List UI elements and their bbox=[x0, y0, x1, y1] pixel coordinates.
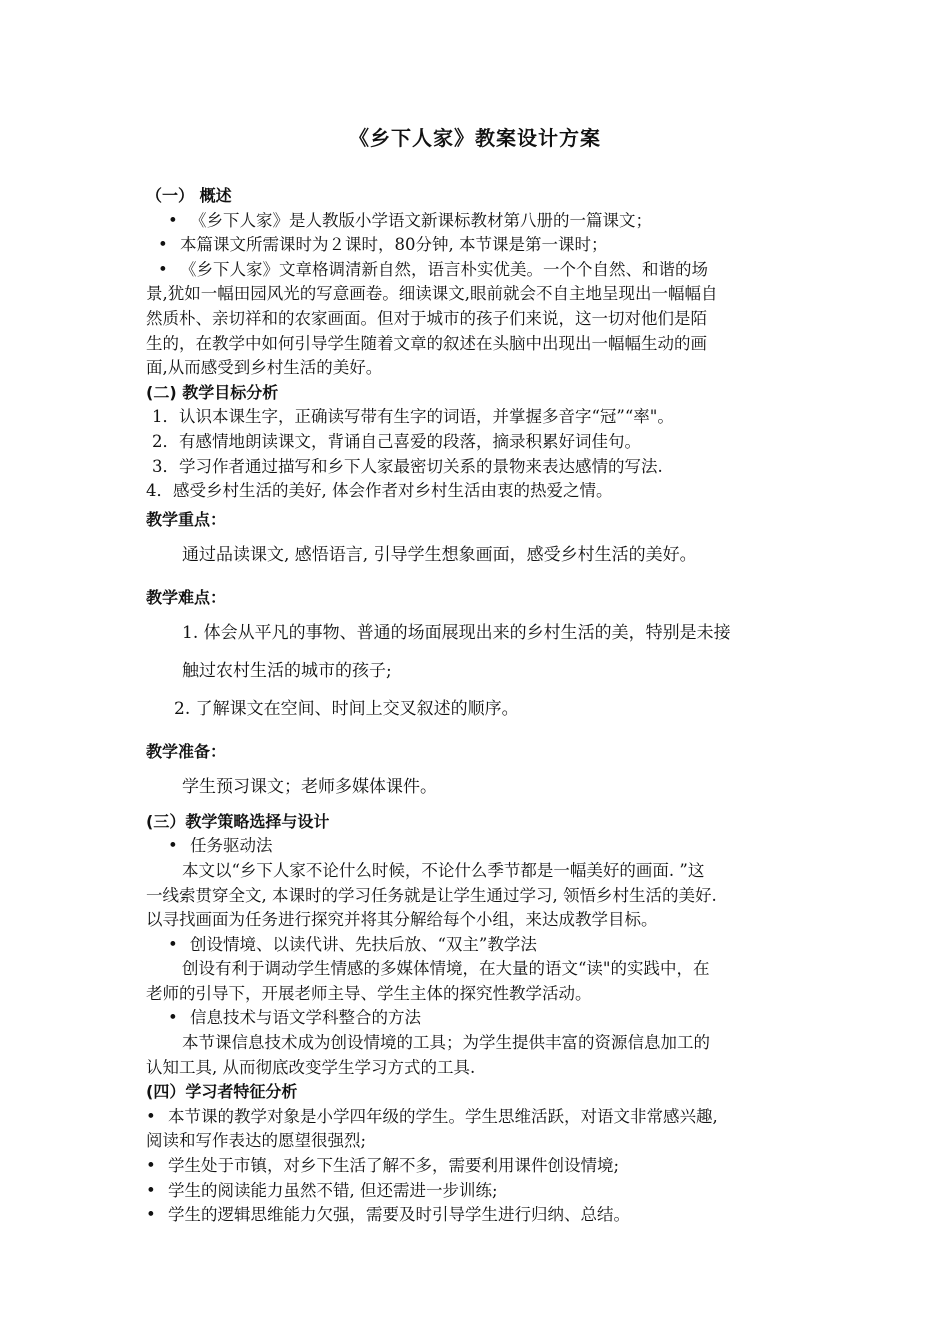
paragraph-line: 阅读和写作表达的愿望很强烈; bbox=[146, 1131, 367, 1151]
difficult-point-1: 1. 体会从平凡的事物、普通的场面展现出来的乡村生活的美，特别是未接 bbox=[182, 622, 731, 643]
paragraph-line: 一线索贯穿全文, 本课时的学习任务就是让学生通过学习, 领悟乡村生活的美好. bbox=[146, 885, 717, 905]
list-item: • 学生的阅读能力虽然不错, 但还需进一步训练; bbox=[146, 1179, 816, 1204]
key-points-text: 通过品读课文, 感悟语言, 引导学生想象画面，感受乡村生活的美好。 bbox=[182, 544, 697, 565]
paragraph-line: 以寻找画面为任务进行探究并将其分解给每个小组，来达成教学目标。 bbox=[146, 910, 658, 930]
difficult-point-1-cont: 触过农村生活的城市的孩子; bbox=[182, 660, 392, 681]
bullet-icon: • bbox=[146, 1156, 156, 1176]
section-heading-objectives: (二) 教学目标分析 bbox=[146, 382, 279, 402]
bullet-icon: • bbox=[168, 934, 178, 954]
paragraph-line: 生的，在教学中如何引导学生随着文章的叙述在头脑中出现出一幅幅生动的画 bbox=[146, 333, 707, 353]
bullet-icon: • bbox=[146, 1180, 156, 1200]
list-item: 4．感受乡村生活的美好, 体会作者对乡村生活由衷的热爱之情。 bbox=[146, 481, 613, 501]
list-item: • 学生的逻辑思维能力欠强，需要及时引导学生进行归纳、总结。 bbox=[146, 1203, 816, 1228]
bullet-icon: • bbox=[168, 836, 178, 856]
list-item: 1．认识本课生字，正确读写带有生字的词语，并掌握多音字“冠”“率"。 bbox=[152, 407, 674, 427]
paragraph-line: 认知工具, 从而彻底改变学生学习方式的工具. bbox=[146, 1057, 476, 1077]
list-item: • 《乡下人家》是人教版小学语文新课标教材第八册的一篇课文； bbox=[146, 209, 816, 234]
list-item: 2．有感情地朗读课文，背诵自己喜爱的段落，摘录积累好词佳句。 bbox=[152, 431, 641, 451]
document-body bbox=[146, 184, 816, 1228]
bullet-icon: • bbox=[168, 210, 178, 230]
bullet-icon: • bbox=[158, 259, 168, 279]
key-points-label: 教学重点： bbox=[146, 509, 227, 529]
bullet-icon: • bbox=[146, 1106, 156, 1126]
document-title: 《乡下人家》教案设计方案 bbox=[349, 126, 601, 150]
list-item: • 学生处于市镇，对乡下生活了解不多，需要利用课件创设情境; bbox=[146, 1154, 816, 1179]
paragraph-line: 老师的引导下，开展老师主导、学生主体的探究性教学活动。 bbox=[146, 983, 592, 1003]
list-item: • 信息技术与语文学科整合的方法 bbox=[146, 1006, 816, 1031]
paragraph-line: 面,从而感受到乡村生活的美好。 bbox=[146, 358, 383, 378]
paragraph-line: 本节课信息技术成为创设情境的工具；为学生提供丰富的资源信息加工的 bbox=[182, 1033, 710, 1053]
paragraph-line: 创设有利于调动学生情感的多媒体情境，在大量的语文“读"的实践中，在 bbox=[182, 959, 710, 979]
section-heading-strategy: (三）教学策略选择与设计 bbox=[146, 811, 330, 831]
paragraph-line: 景,犹如一幅田园风光的写意画卷。细读课文,眼前就会不自主地呈现出一幅幅自 bbox=[146, 284, 718, 304]
difficult-point-2: 2. 了解课文在空间、时间上交叉叙述的顺序。 bbox=[174, 698, 519, 719]
paragraph-line: 然质朴、亲切祥和的农家画面。但对于城市的孩子们来说，这一切对他们是陌 bbox=[146, 308, 707, 328]
list-item: • 《乡下人家》文章格调清新自然，语言朴实优美。一个个自然、和谐的场 bbox=[146, 258, 816, 283]
section-heading-overview: （一） 概述 bbox=[146, 186, 232, 205]
list-item: • 创设情境、以读代讲、先扶后放、“双主”教学法 bbox=[146, 933, 816, 958]
section-heading-learners: (四）学习者特征分析 bbox=[146, 1082, 298, 1102]
bullet-icon: • bbox=[168, 1008, 178, 1028]
preparation-label: 教学准备： bbox=[146, 741, 227, 761]
preparation-text: 学生预习课文；老师多媒体课件。 bbox=[182, 776, 437, 797]
list-item: • 本节课的教学对象是小学四年级的学生。学生思维活跃，对语文非常感兴趣, bbox=[146, 1105, 816, 1130]
bullet-icon: • bbox=[146, 1205, 156, 1225]
difficult-points-label: 教学难点： bbox=[146, 587, 227, 607]
paragraph-line: 本文以“乡下人家不论什么时候，不论什么季节都是一幅美好的画面. ”这 bbox=[182, 860, 705, 880]
list-item: • 任务驱动法 bbox=[146, 834, 816, 859]
list-item: • 本篇课文所需课时为２课时，80分钟, 本节课是第一课时； bbox=[146, 233, 816, 258]
bullet-icon: • bbox=[158, 235, 168, 255]
list-item: 3．学习作者通过描写和乡下人家最密切关系的景物来表达感情的写法. bbox=[152, 456, 663, 476]
